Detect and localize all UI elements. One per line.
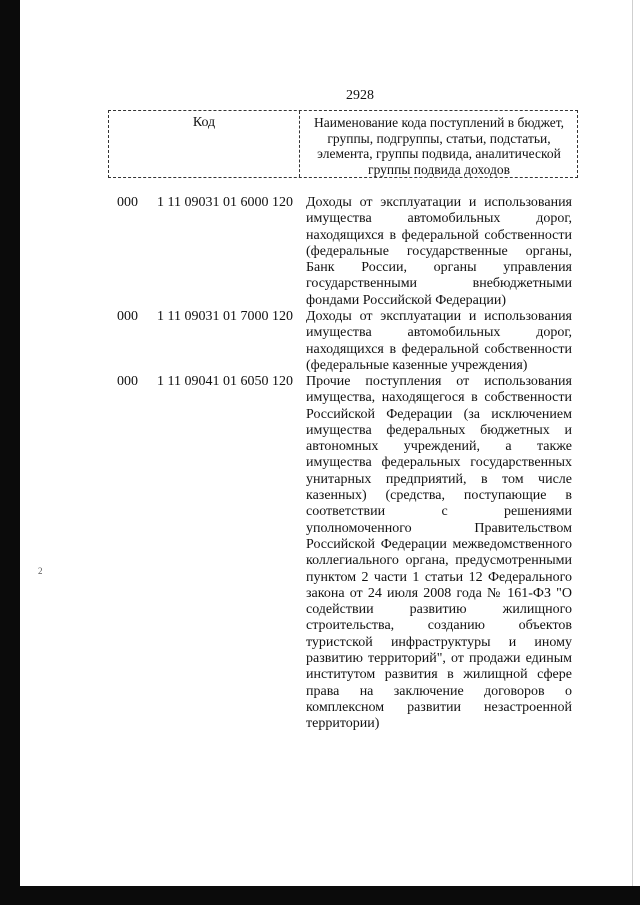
row-prefix: 000 (117, 374, 138, 389)
page-number: 2928 (346, 88, 374, 103)
header-code-label: Код (192, 115, 216, 130)
row-code: 1 11 09031 01 7000 120 (157, 309, 293, 324)
row-prefix: 000 (117, 309, 138, 324)
row-code: 1 11 09031 01 6000 120 (157, 195, 293, 210)
header-divider (299, 111, 300, 177)
header-name-label: Наименование кода поступлений в бюджет, группы, подгруппы, статьи, подстатьи, элемента, группы подвида, аналитической группы подвида доходов (313, 115, 564, 177)
row-description: Прочие поступления от использования имущества, находящегося в собственности Российской Федерации (за исключением имущества федеральных бюджетных и автономных учреждений, а также имущества федеральных государственных унитарных предприятий, в том числе казенных) (средства, поступающие в соответствии с решениями уполномоченного Правительством Российской Федерации межведомственного коллегиального органа, предусмотренными пунктом 2 части 1 статьи 12 Федерального закона от 24 июля 2008 года № 161-ФЗ "О содействии развитию жилищного строительства, созданию объектов туристской инфраструктуры и иному развитию территорий", от продажи единым институтом развития в жилищной сфере права на заключение договоров о комплексном развитии незастроенной территории) (306, 374, 572, 732)
row-prefix: 000 (117, 195, 138, 210)
scan-border-left (0, 0, 20, 905)
row-description: Доходы от эксплуатации и использования имущества автомобильных дорог, находящихся в федеральной собственности (федеральные казенные учреждения) (306, 309, 572, 373)
table-header (108, 110, 578, 178)
scan-border-right (632, 0, 640, 905)
margin-mark: 2 (38, 566, 43, 576)
row-description: Доходы от эксплуатации и использования имущества автомобильных дорог, находящихся в федеральной собственности (федеральные государственные органы, Банк России, органы управления государственными внебюджетными фондами Российской Федерации) (306, 195, 572, 308)
row-code: 1 11 09041 01 6050 120 (157, 374, 293, 389)
scan-border-bottom (0, 886, 640, 905)
